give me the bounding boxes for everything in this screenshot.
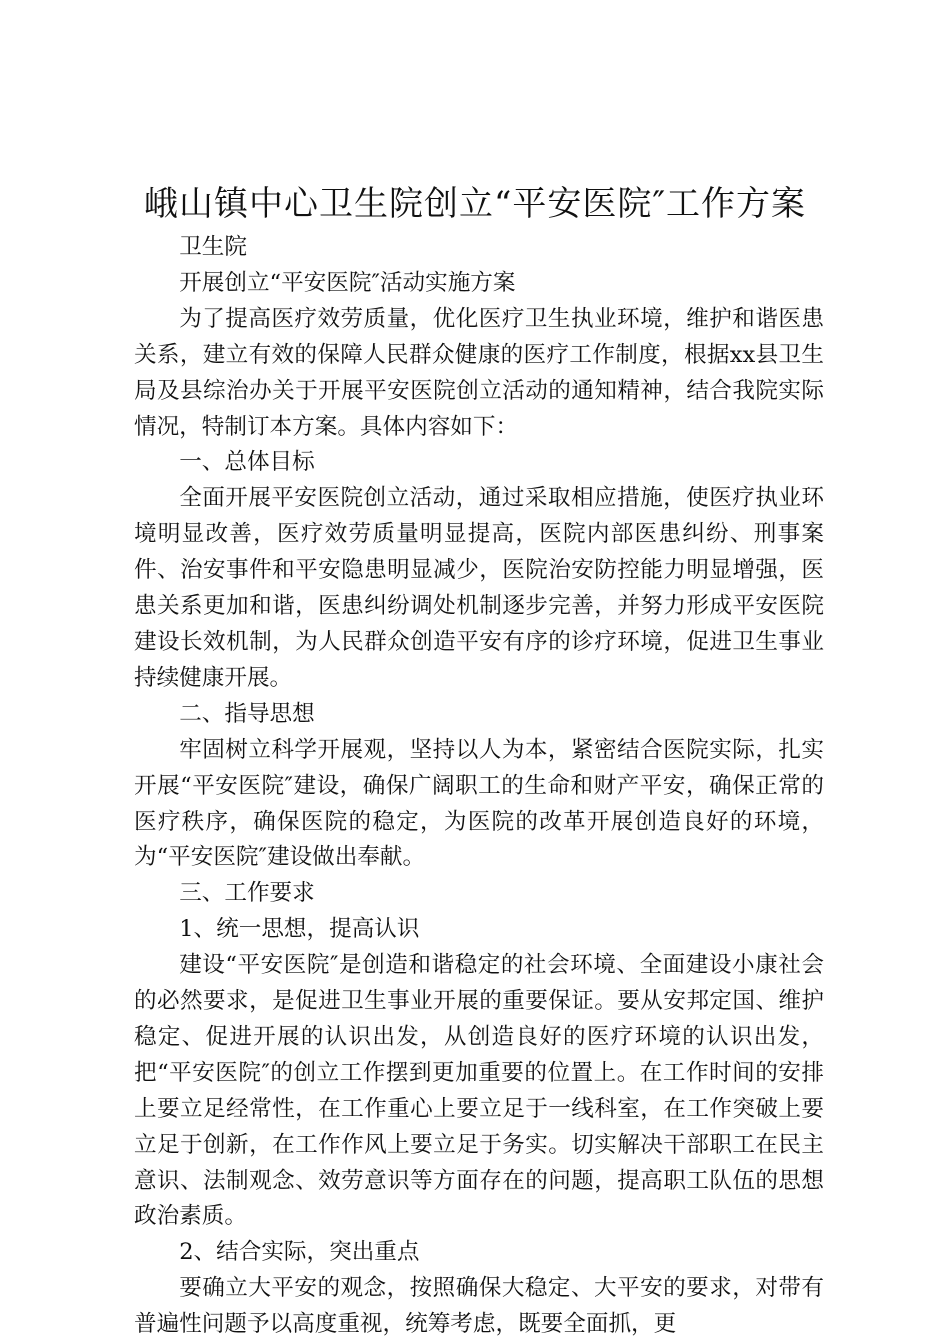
document-body [134,230,824,1343]
paragraph-unify-thinking: 建设“平安医院″是创造和谐稳定的社会环境、全面建设小康社会的必然要求，是促进卫生事业开展的重要保证。要从安邦定国、维护稳定、促进开展的认识出发，从创造良好的医疗环境的认识出发，把“平安医院″的创立工作摆到更加重要的位置上。在工作时间的安排上要立足经常性，在工作重心上要立足于一线科室，在工作突破上要立足于创新，在工作作风上要立足于务实。切实解决干部职工在民主意识、法制观念、效劳意识等方面存在的问题，提高职工队伍的思想政治素质。 [134,952,824,1230]
subheading-focus: 2、结合实际，突出重点 [179,1239,420,1266]
paragraph-goals: 全面开展平安医院创立活动，通过采取相应措施，使医疗执业环境明显改善，医疗效劳质量明显提高，医院内部医患纠纷、刑事案件、治安事件和平安隐患明显减少，医院治安防控能力明显增强，医患关系更加和谐，医患纠纷调处机制逐步完善，并努力形成平安医院建设长效机制，为人民群众创造平安有序的诊疗环境，促进卫生事业持续健康开展。 [134,485,824,691]
paragraph-intro: 为了提高医疗效劳质量，优化医疗卫生执业环境，维护和谐医患关系，建立有效的保障人民群众健康的医疗工作制度，根据xx县卫生局及县综治办关于开展平安医院创立活动的通知精神，结合我院实际情况，特制订本方案。具体内容如下： [134,305,824,440]
section-heading-goals: 一、总体目标 [179,449,315,476]
paragraph-plan-title: 开展创立“平安医院″活动实施方案 [179,269,516,296]
paragraph-guiding-thought: 牢固树立科学开展观，坚持以人为本，紧密结合医院实际，扎实开展“平安医院″建设，确保广阔职工的生命和财产平安，确保正常的医疗秩序，确保医院的稳定，为医院的改革开展创造良好的环境，为“平安医院″建设做出奉献。 [134,736,824,871]
paragraph-organization: 卫生院 [179,234,247,260]
paragraph-focus: 要确立大平安的观念，按照确保大稳定、大平安的要求，对带有普遍性问题予以高度重视，统筹考虑，既要全面抓，更 [134,1275,824,1338]
document-title: 峨山镇中心卫生院创立“平安医院″工作方案 [143,184,807,224]
subheading-unify-thinking: 1、统一思想，提高认识 [179,916,420,943]
section-heading-requirements: 三、工作要求 [179,880,315,907]
section-heading-guiding-thought: 二、指导思想 [179,700,315,727]
